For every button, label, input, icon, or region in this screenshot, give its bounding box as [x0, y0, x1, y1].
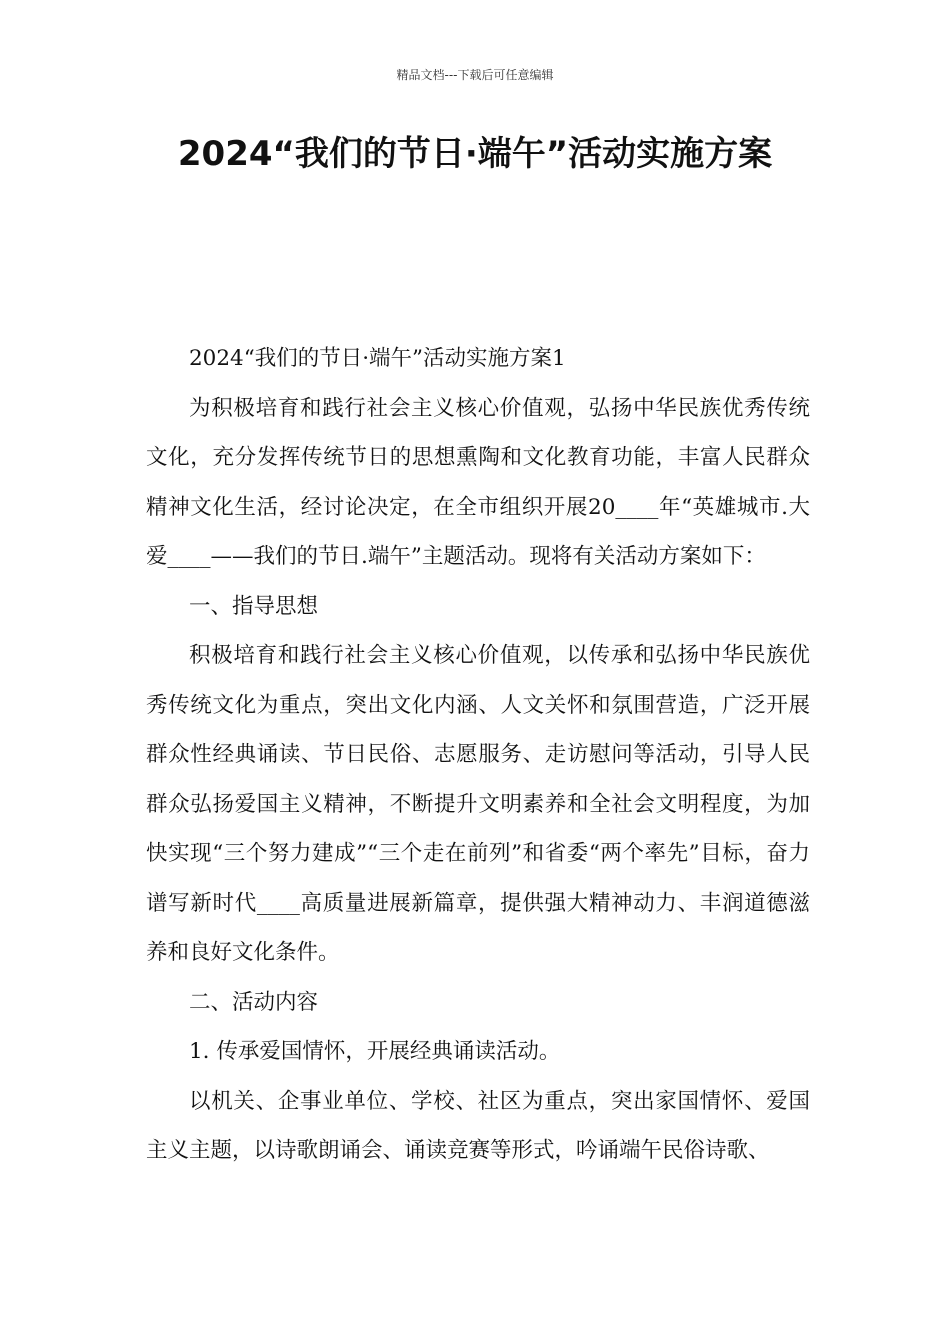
- subheading-classic-recitation: 1. 传承爱国情怀，开展经典诵读活动。: [189, 1039, 561, 1064]
- document-title: 2024“我们的节日·端午”活动实施方案: [177, 134, 773, 174]
- guiding-thought-paragraph: 积极培育和践行社会主义核心价值观，以传承和弘扬中华民族优秀传统文化为重点，突出文化内涵、人文关怀和氛围营造，广泛开展群众性经典诵读、节日民俗、志愿服务、走访慰问等活动，引导人民群众弘扬爱国主义精神，不断提升文明素养和全社会文明程度，为加快实现“三个努力建成”“三个走在前列”和省委“两个率先”目标，奋力谱写新时代____高质量进展新篇章，提供强大精神动力、丰润道德滋养和良好文化条件。: [146, 643, 810, 965]
- classic-recitation-paragraph: 以机关、企事业单位、学校、社区为重点，突出家国情怀、爱国主义主题，以诗歌朗诵会、诵读竞赛等形式，吟诵端午民俗诗歌、: [146, 1088, 810, 1163]
- section-heading-activity-content: 二、活动内容: [189, 989, 319, 1015]
- intro-paragraph: 为积极培育和践行社会主义核心价值观，弘扬中华民族优秀传统文化，充分发挥传统节日的思想熏陶和文化教育功能，丰富人民群众精神文化生活，经讨论决定，在全市组织开展20____年“英雄城市.大爱____——我们的节日.端午”主题活动。现将有关活动方案如下：: [146, 395, 810, 569]
- section-heading-plan-1: 2024“我们的节日·端午”活动实施方案1: [189, 346, 566, 371]
- document-body: [146, 334, 810, 1176]
- page-header-note: 精品文档---下载后可任意编辑: [396, 68, 554, 82]
- section-heading-guiding-thought: 一、指导思想: [189, 593, 319, 619]
